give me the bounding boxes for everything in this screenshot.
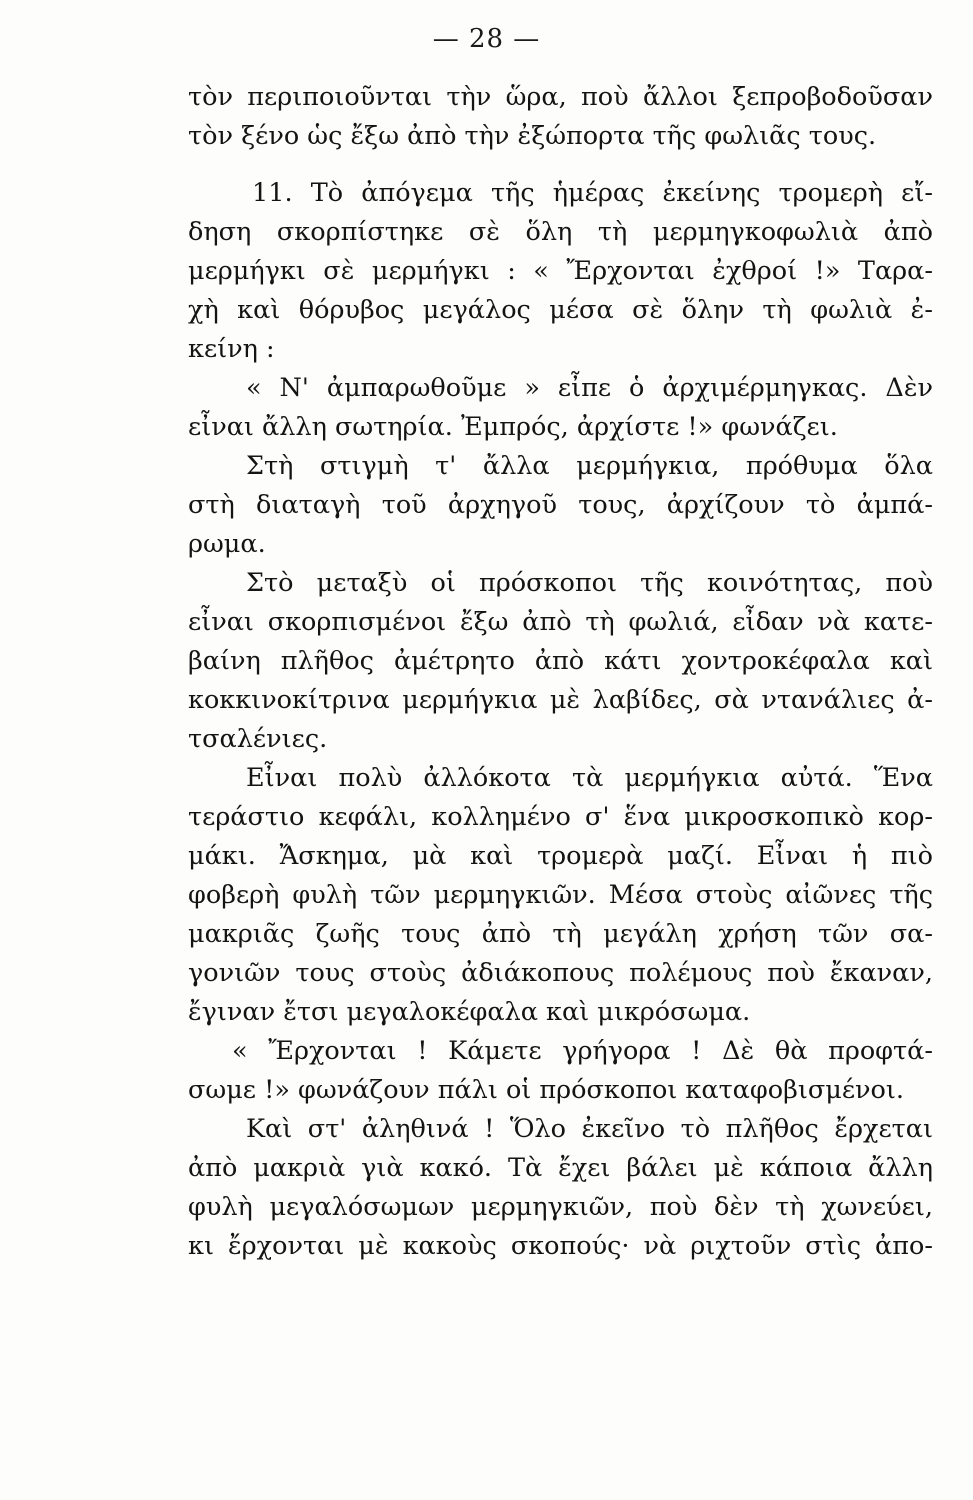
text-line: ἔγιναν ἔτσι μεγαλοκέφαλα καὶ μικρόσωμα. [188,997,751,1027]
text-line: εἶναι ἄλλη σωτηρία. Ἐμπρός, ἀρχίστε !» φωνάζει. [188,412,838,442]
paragraph-gap [188,156,933,174]
text-line: εἶναι σκορπισμένοι ἔξω ἀπὸ τὴ φωλιά, εἶδαν νὰ κατε- [188,607,933,637]
text-line: Καὶ στ' ἀληθινά ! Ὅλο ἐκεῖνο τὸ πλῆθος ἔρχεται [246,1114,933,1144]
text-line: τὸν ξένο ὡς ἔξω ἀπὸ τὴν ἐξώπορτα τῆς φωλιᾶς τους. [188,121,877,151]
text-line: φοβερὴ φυλὴ τῶν μερμηγκιῶν. Μέσα στοὺς αἰῶνες τῆς [188,880,933,910]
text-line: Εἶναι πολὺ ἀλλόκοτα τὰ μερμήγκια αὐτά. Ἕνα [246,763,933,793]
text-line: χὴ καὶ θόρυβος μεγάλος μέσα σὲ ὅλην τὴ φωλιὰ ἐ- [188,295,933,325]
text-line: ρωμα. [188,529,266,559]
text-line: βαίνη πλῆθος ἀμέτρητο ἀπὸ κάτι χοντροκέφαλα καὶ [188,646,933,676]
text-line: τεράστιο κεφάλι, κολλημένο σ' ἕνα μικροσκοπικὸ κορ- [188,802,933,832]
page-number: — 28 — [432,24,541,54]
text-line: φυλὴ μεγαλόσωμων μερμηγκιῶν, ποὺ δὲν τὴ χωνεύει, [188,1192,933,1222]
text-line: Στὴ στιγμὴ τ' ἄλλα μερμήγκια, πρόθυμα ὅλα [246,451,933,481]
text-line: 11. Τὸ ἀπόγεμα τῆς ἡμέρας ἐκείνης τρομερὴ εἴ- [252,178,933,208]
text-line: τσαλένιες. [188,724,328,754]
text-line: ἀπὸ μακριὰ γιὰ κακό. Τὰ ἔχει βάλει μὲ κάποια ἄλλη [188,1153,933,1183]
text-line: κι ἔρχονται μὲ κακοὺς σκοπούς· νὰ ριχτοῦν στὶς ἀπο- [188,1231,933,1261]
text-line: Στὸ μεταξὺ οἱ πρόσκοποι τῆς κοινότητας, ποὺ [246,568,933,598]
text-line: τὸν περιποιοῦνται τὴν ὥρα, ποὺ ἄλλοι ξεπροβοδοῦσαν [188,82,933,112]
text-line: κοκκινοκίτρινα μερμήγκια μὲ λαβίδες, σὰ ντανάλιες ἀ- [188,685,933,715]
text-line: σωμε !» φωνάζουν πάλι οἱ πρόσκοποι καταφοβισμένοι. [188,1075,904,1105]
text-line: « Ν' ἀμπαρωθοῦμε » εἶπε ὁ ἀρχιμέρμηγκας. Δὲν [246,373,933,403]
text-line: κείνη : [188,334,275,364]
text-line: « Ἔρχονται ! Κάμετε γρήγορα ! Δὲ θὰ προφτά- [232,1036,933,1066]
text-line: μερμήγκι σὲ μερμήγκι : « Ἔρχονται ἐχθροί !» Ταρα- [188,256,933,286]
text-line: γονιῶν τους στοὺς ἀδιάκοπους πολέμους ποὺ ἔκαναν, [188,958,933,988]
text-line: μάκι. Ἄσκημα, μὰ καὶ τρομερὰ μαζί. Εἶναι ἡ πιὸ [188,841,933,871]
text-line: δηση σκορπίστηκε σὲ ὅλη τὴ μερμηγκοφωλιὰ ἀπὸ [188,217,933,247]
text-line: μακριᾶς ζωῆς τους ἀπὸ τὴ μεγάλη χρήση τῶν σα- [188,919,933,949]
text-line: στὴ διαταγὴ τοῦ ἀρχηγοῦ τους, ἀρχίζουν τὸ ἀμπά- [188,490,933,520]
body-text [188,78,933,1266]
